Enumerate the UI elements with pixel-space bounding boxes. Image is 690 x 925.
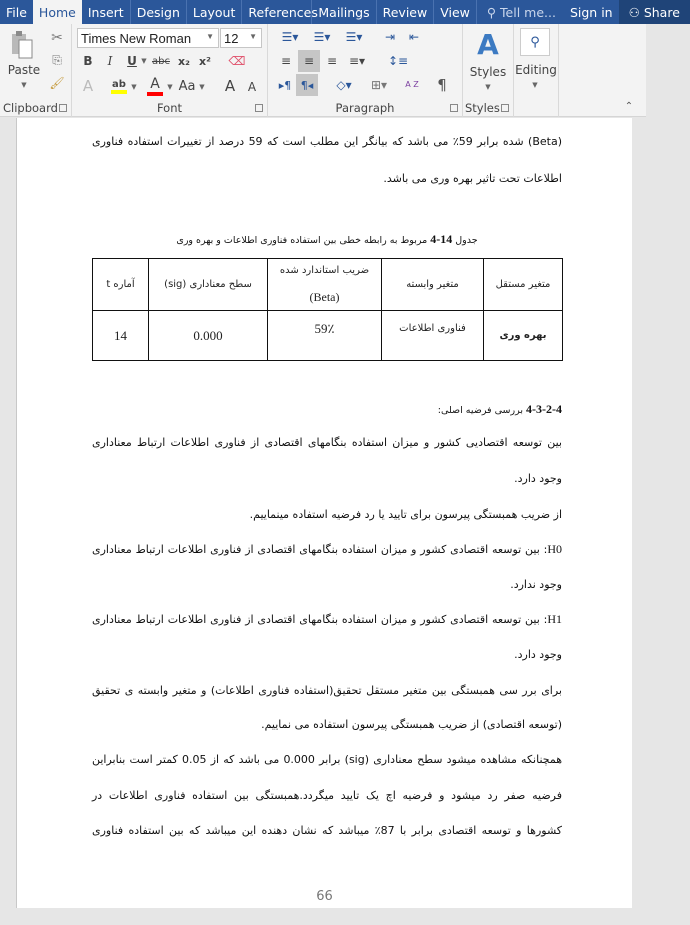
- pilcrow-ltr: ¶: [284, 78, 292, 92]
- document-page: [16, 118, 632, 908]
- tab-file[interactable]: File: [6, 4, 27, 20]
- ribbon: [0, 24, 646, 117]
- clipboard-group: [0, 24, 72, 117]
- scissors-icon[interactable]: ✂: [51, 30, 63, 46]
- h1-line1: [92, 612, 562, 627]
- h1-line2: وجود دارد.: [514, 648, 562, 661]
- tell-me-text: Tell me...: [500, 4, 556, 20]
- tab-insert[interactable]: Insert: [82, 0, 131, 24]
- cell-beta-value: 59٪: [268, 311, 382, 361]
- font-color-button[interactable]: [146, 76, 164, 96]
- editing-dropdown-icon[interactable]: ▼: [532, 81, 538, 89]
- justify-icon[interactable]: ≡▾: [348, 54, 366, 68]
- paragraph-result-line1: همچنانکه مشاهده میشود سطح معناداری (sig) برابر 0.000 می باشد که از 0.05 کمتر است بنابراین: [92, 753, 563, 766]
- sort-icon[interactable]: A Z: [405, 80, 419, 89]
- hypothesis-main-line1: بین توسعه اقتصادیی کشور و میزان استفاده بنگامهای اقتصادی از فناوری اطلاعات ارتباط معناداری: [92, 436, 562, 449]
- font-launcher-icon[interactable]: [255, 104, 263, 112]
- tab-references[interactable]: References: [242, 0, 312, 24]
- highlight-dropdown-icon[interactable]: ▼: [131, 83, 137, 91]
- styles-launcher-icon[interactable]: [501, 104, 509, 112]
- editing-button[interactable]: Editing: [515, 63, 557, 77]
- tab-mailings[interactable]: Mailings: [312, 0, 376, 24]
- tab-home[interactable]: Home: [33, 0, 82, 24]
- paragraph-beta-line2: اطلاعات تحت تاثیر بهره وری می باشد.: [383, 172, 562, 185]
- align-center-icon[interactable]: ≡: [298, 50, 320, 72]
- clipboard-label: Clipboard: [3, 101, 58, 115]
- format-painter-icon[interactable]: 🖌: [49, 76, 65, 90]
- line-spacing-icon[interactable]: ↕≡: [387, 54, 409, 68]
- grow-font-button[interactable]: A: [224, 77, 236, 95]
- clipboard-launcher-icon[interactable]: [59, 104, 67, 112]
- paragraph-group: [268, 24, 463, 117]
- highlight-button[interactable]: [110, 76, 128, 96]
- paragraph-launcher-icon[interactable]: [450, 104, 458, 112]
- sign-in-link[interactable]: Sign in: [569, 4, 613, 20]
- section-heading: [92, 402, 562, 417]
- italic-button[interactable]: I: [107, 54, 113, 68]
- share-label: Share: [643, 4, 680, 20]
- lightbulb-icon: ⚲: [486, 4, 497, 20]
- font-color-dropdown-icon[interactable]: ▼: [167, 83, 173, 91]
- table-header-row: [93, 259, 563, 311]
- header-independent-var: متغیر مستقل: [484, 259, 563, 311]
- bullets-icon[interactable]: ☰▾: [281, 30, 299, 44]
- tab-layout[interactable]: Layout: [187, 0, 243, 24]
- underline-button[interactable]: U: [127, 54, 137, 68]
- tell-me-box[interactable]: [477, 0, 564, 24]
- caption-prefix: جدول: [455, 235, 478, 246]
- cell-sig-value: 0.000: [149, 311, 268, 361]
- paragraph-result-line2: فرضیه صفر رد میشود و فرضیه اچ یک تایید میگردد.همبستگی بین استفاده فناوری اطلاعات در: [92, 789, 562, 802]
- section-title: بررسی فرضیه اصلی:: [437, 405, 523, 416]
- superscript-button[interactable]: x²: [199, 54, 211, 68]
- header-beta: [268, 259, 382, 311]
- page-number: 66: [316, 889, 333, 904]
- font-size-value: 12: [224, 31, 239, 46]
- shrink-font-button[interactable]: A: [247, 80, 257, 94]
- clear-formatting-icon[interactable]: ⌫: [228, 54, 246, 68]
- font-group-label: Font: [156, 101, 183, 115]
- align-right-icon[interactable]: ≡: [326, 54, 338, 68]
- person-add-icon: ⚇: [628, 4, 640, 20]
- rtl-direction-button[interactable]: ¶ ◂: [296, 74, 318, 96]
- find-icon[interactable]: ⚲: [520, 28, 550, 56]
- font-color-glyph: A: [150, 76, 160, 92]
- share-button[interactable]: [619, 0, 690, 24]
- font-family-select[interactable]: [77, 28, 219, 48]
- h1-text: : بین توسعه اقتصادی کشور و میزان استفاده بنگامهای اقتصادی از فناوری اطلاعات ارتباط معناداری: [92, 613, 548, 626]
- font-size-select[interactable]: [220, 28, 262, 48]
- numbering-icon[interactable]: ☰▾: [313, 30, 331, 44]
- paragraph-correlation-line2: (توسعه اقتصادی) از ضریب همبستگی پیرسون استفاده می نماییم.: [261, 718, 562, 731]
- paragraph-correlation-line1: برای برر سی همبستگی بین متغیر مستقل تحقیق(استفاده فناوری اطلاعات) و متغیر وابسته ی تحقیق: [92, 684, 562, 697]
- pilcrow-rtl: ¶: [300, 78, 308, 92]
- paste-button[interactable]: Paste: [7, 63, 41, 77]
- chevron-down-icon: ▼: [206, 32, 214, 41]
- font-color-bar: [147, 92, 163, 96]
- text-effects-button[interactable]: A: [82, 77, 94, 95]
- header-beta-label: (Beta): [309, 289, 340, 304]
- styles-button[interactable]: Styles: [469, 65, 507, 79]
- h0-label: H0: [547, 542, 562, 556]
- change-case-dropdown-icon[interactable]: ▼: [199, 83, 205, 91]
- chevron-down-icon: ▼: [249, 32, 257, 41]
- caption-number: 4-14: [430, 232, 453, 246]
- bold-button[interactable]: B: [83, 54, 93, 68]
- section-number: 4-3-2-4: [526, 402, 562, 416]
- tab-review[interactable]: Review: [377, 0, 435, 24]
- tab-view[interactable]: View: [434, 0, 477, 24]
- align-left-icon[interactable]: ≡: [280, 54, 292, 68]
- cell-t-value: 14: [93, 311, 149, 361]
- h1-label: H1: [547, 612, 562, 626]
- header-beta-text: ضریب استاندارد شده: [279, 264, 370, 276]
- shading-icon[interactable]: ◇▾: [336, 78, 352, 92]
- cell-it: فناوری اطلاعات: [382, 311, 484, 361]
- styles-dropdown-icon[interactable]: ▼: [485, 83, 491, 91]
- caption-text: مربوط به رابطه خطی بین استفاده فناوری اطلاعات و بهره وری: [176, 235, 428, 246]
- hypothesis-main-line2: وجود دارد.: [514, 472, 562, 485]
- styles-group: [463, 24, 514, 117]
- header-t-stat: آماره t: [93, 259, 149, 311]
- show-marks-icon[interactable]: ¶: [437, 76, 447, 94]
- font-family-value: Times New Roman: [81, 31, 192, 46]
- styles-gallery-icon[interactable]: A: [477, 27, 499, 61]
- paragraph-beta-line1: (Beta) شده برابر 59٪ می باشد که بیانگر این مطلب است که 59 درصد از تغییرات استفاده فناوری: [92, 135, 562, 148]
- h0-line2: وجود ندارد.: [510, 578, 562, 591]
- cell-productivity: بهره وری: [484, 311, 563, 361]
- font-group: [72, 24, 268, 117]
- increase-indent-icon[interactable]: ⇤: [408, 30, 420, 44]
- header-sig: سطح معناداری (sig): [149, 259, 268, 311]
- editing-group: [514, 24, 559, 117]
- header-dependent-var: متغیر وابسته: [382, 259, 484, 311]
- subscript-button[interactable]: x₂: [178, 54, 190, 68]
- pearson-method-line: از ضریب همبستگی پیرسون برای تایید یا رد فرضیه استفاده مینماییم.: [249, 508, 562, 521]
- regression-table: [92, 258, 563, 361]
- ltr-direction-button[interactable]: ▸ ¶: [278, 78, 292, 92]
- decrease-indent-icon[interactable]: ⇥: [384, 30, 396, 44]
- scroll-gutter: [632, 118, 646, 925]
- table-row: [93, 311, 563, 361]
- paragraph-group-label: Paragraph: [335, 101, 395, 115]
- paragraph-result-line3: کشورها و توسعه اقتصادی برابر با 87٪ میباشد که نشان دهنده این میباشد که بین استفاده فناوری: [92, 824, 562, 837]
- styles-group-label: Styles: [465, 101, 500, 115]
- copy-icon[interactable]: ⎘: [52, 52, 62, 67]
- underline-dropdown-icon[interactable]: ▼: [141, 57, 147, 65]
- borders-icon[interactable]: ⊞▾: [370, 78, 388, 92]
- strikethrough-button[interactable]: abc: [152, 55, 170, 67]
- highlight-color-bar: [111, 90, 127, 94]
- change-case-button[interactable]: Aa: [178, 78, 196, 94]
- h0-line1: [92, 542, 562, 557]
- ribbon-tab-bar: [0, 0, 680, 24]
- h0-text: : بین توسعه اقتصادی کشور و میزان استفاده بنگامهای اقتصادی از فناوری اطلاعات ارتباط معناداری: [92, 543, 548, 556]
- paste-icon[interactable]: [8, 30, 36, 60]
- multilevel-list-icon[interactable]: ☰▾: [345, 30, 363, 44]
- highlight-glyph: ab: [112, 78, 126, 90]
- paste-dropdown-icon[interactable]: ▼: [21, 81, 27, 89]
- tab-design[interactable]: Design: [131, 0, 187, 24]
- table-caption: [92, 232, 562, 247]
- collapse-ribbon-icon[interactable]: ⌃: [624, 100, 634, 112]
